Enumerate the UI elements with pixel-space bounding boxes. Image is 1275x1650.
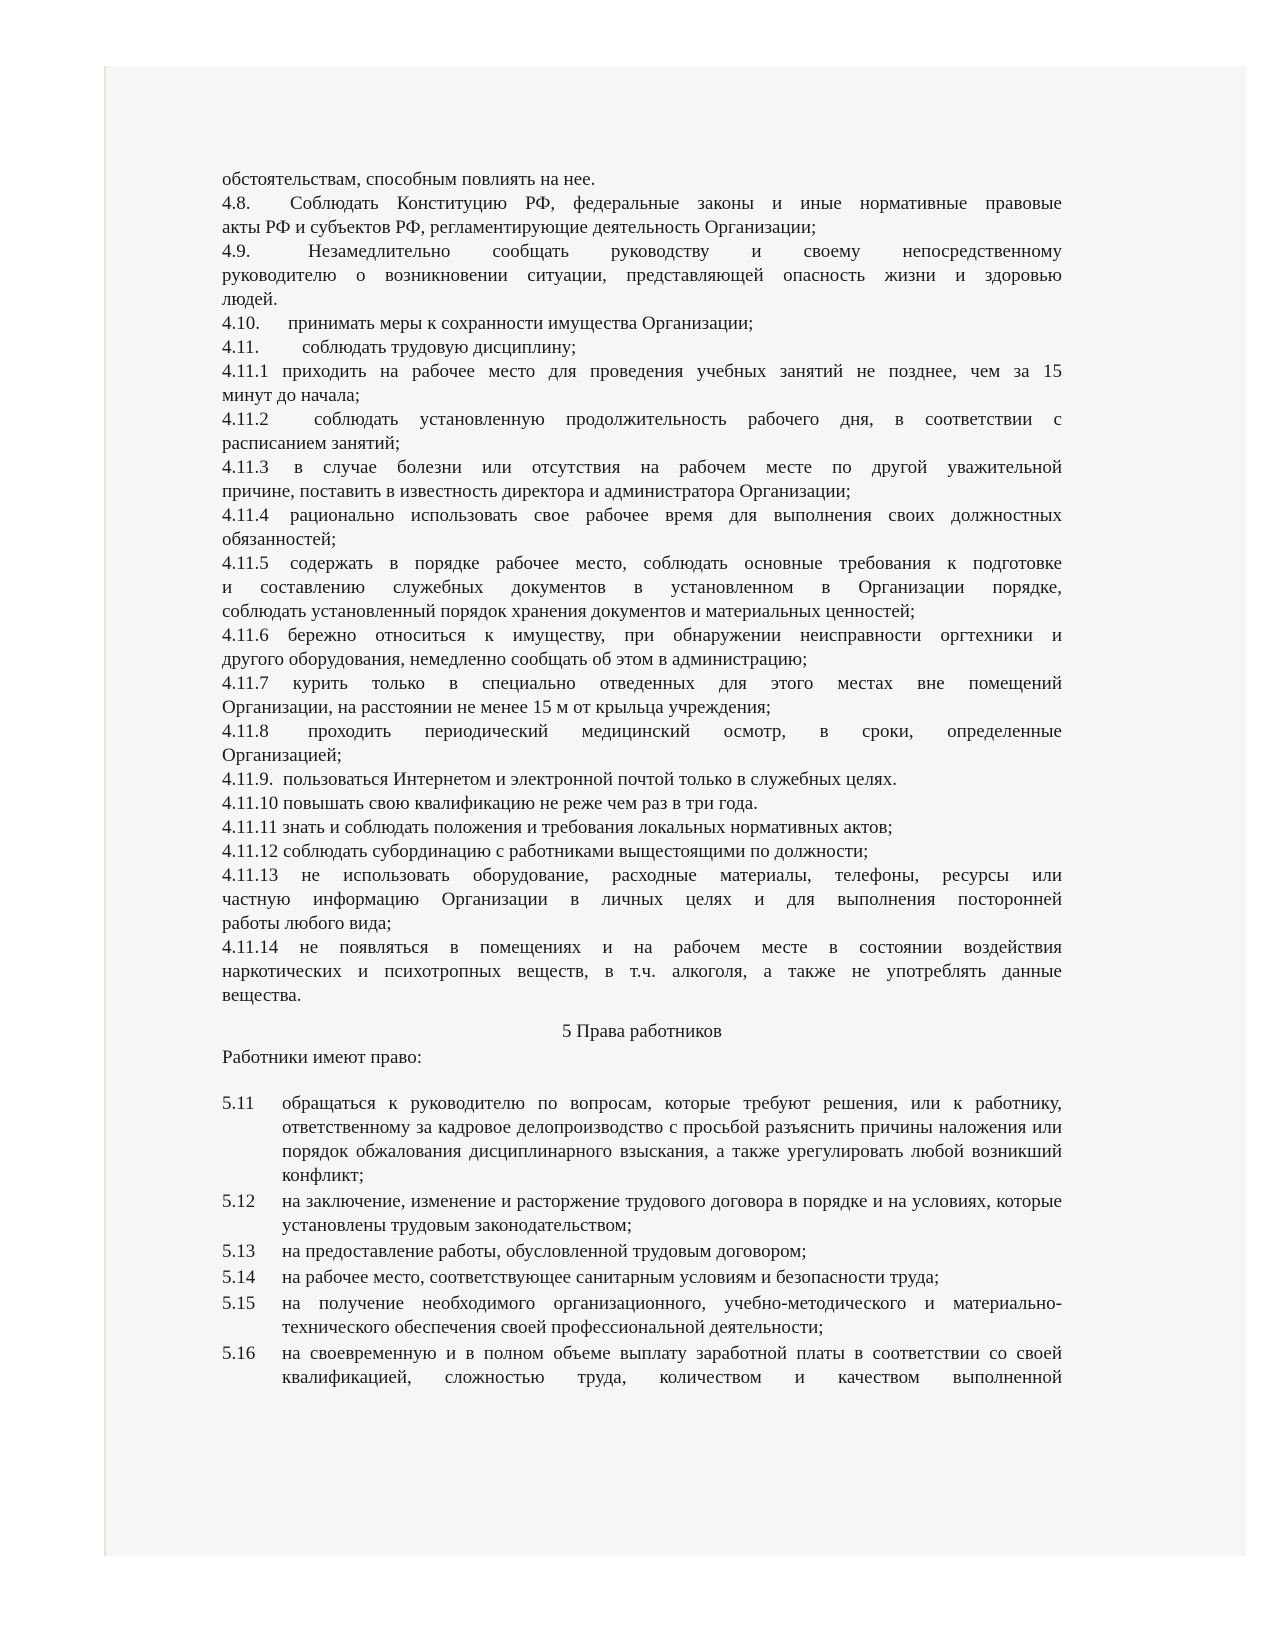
- right-item-number: 5.16: [222, 1343, 256, 1364]
- clause-4-11-8-line-2: Организацией;: [222, 745, 342, 766]
- clause-4-11-5-line-2: и составлению служебных документов в установленном в Организации порядке,: [222, 577, 1062, 598]
- clause-4-11-10-number: 4.11.10: [222, 793, 279, 814]
- clause-4-11-7-number: 4.11.7: [222, 673, 269, 694]
- clause-4-11-1-line-2: минут до начала;: [222, 385, 361, 406]
- right-item-number: 5.11: [222, 1093, 255, 1114]
- clause-4-8-line-1: 4.8. Соблюдать Конституцию РФ, федеральные законы и иные нормативные правовые: [222, 193, 1062, 214]
- clause-4-11-2-number: 4.11.2: [222, 409, 269, 430]
- clause-4-11: 4.11. соблюдать трудовую дисциплину;: [222, 337, 577, 358]
- right-item-text: на получение необходимого организационного, учебно-методического и материально-технического обеспечения своей профессиональной деятельности;: [282, 1293, 1062, 1338]
- clause-4-11-8-line-1: 4.11.8 проходить периодический медицинский осмотр, в сроки, определенные: [222, 721, 1062, 742]
- clause-4-11-number: 4.11.: [222, 337, 260, 358]
- clause-4-11-4-line-1: 4.11.4 рационально использовать свое рабочее время для выполнения своих должностных: [222, 505, 1062, 526]
- section-5-intro: Работники имеют право:: [222, 1047, 423, 1068]
- clause-4-11-3-line-2: причине, поставить в известность директора и администратора Организации;: [222, 481, 851, 502]
- right-item-text: на предоставление работы, обусловленной трудовым договором;: [282, 1241, 807, 1262]
- clause-4-11-6-number: 4.11.6: [222, 625, 269, 646]
- clause-4-11-14-line-1: 4.11.14 не появляться в помещениях и на рабочем месте в состоянии воздействия: [222, 937, 1062, 958]
- clause-4-11-14-number: 4.11.14: [222, 937, 279, 958]
- right-item-number: 5.13: [222, 1241, 256, 1262]
- clause-4-10: 4.10. принимать меры к сохранности имущества Организации;: [222, 313, 754, 334]
- clause-4-11-8-number: 4.11.8: [222, 721, 269, 742]
- clause-4-11-9: 4.11.9. пользоваться Интернетом и электронной почтой только в служебных целях.: [222, 769, 897, 790]
- clause-4-11-14-line-2: наркотических и психотропных веществ, в т.ч. алкоголя, а также не употреблять данные: [222, 961, 1062, 982]
- clause-4-11-4-line-2: обязанностей;: [222, 529, 337, 550]
- right-item-text: на своевременную и в полном объеме выплату заработной платы в соответствии со своей квалификацией, сложностью труда, количеством и качеством выполненной: [282, 1343, 1062, 1388]
- clause-4-11-4-number: 4.11.4: [222, 505, 269, 526]
- clause-4-11-11-number: 4.11.11: [222, 817, 278, 838]
- clause-4-8-number: 4.8.: [222, 193, 251, 214]
- right-item-number: 5.14: [222, 1267, 256, 1288]
- clause-4-9-number: 4.9.: [222, 241, 251, 262]
- clause-4-10-number: 4.10.: [222, 313, 260, 334]
- clause-4-11-13-line-2: частную информацию Организации в личных целях и для выполнения посторонней: [222, 889, 1062, 910]
- clause-4-11-5-line-3: соблюдать установленный порядок хранения документов и материальных ценностей;: [222, 601, 916, 622]
- clause-4-11-5-number: 4.11.5: [222, 553, 269, 574]
- clause-4-11-9-number: 4.11.9.: [222, 769, 274, 790]
- clause-4-11-3-line-1: 4.11.3 в случае болезни или отсутствия на рабочем месте по другой уважительной: [222, 457, 1062, 478]
- clause-4-11-6-line-2: другого оборудования, немедленно сообщать об этом в администрацию;: [222, 649, 808, 670]
- clause-4-11-14-line-3: вещества.: [222, 985, 302, 1006]
- right-item: [222, 1240, 1062, 1264]
- clause-4-11-5-line-1: 4.11.5 содержать в порядке рабочее место, соблюдать основные требования к подготовке: [222, 553, 1062, 574]
- clause-4-9-line-1: 4.9. Незамедлительно сообщать руководству и своему непосредственному: [222, 241, 1062, 262]
- carry-over-line: обстоятельствам, способным повлиять на нее.: [222, 169, 596, 190]
- clause-4-11-1-line-1: 4.11.1 приходить на рабочее место для проведения учебных занятий не позднее, чем за 15: [222, 361, 1063, 382]
- right-item-text: обращаться к руководителю по вопросам, которые требуют решения, или к работнику, ответственному за кадровое делопроизводство с просьбой разъяснить причины наложения или порядок обжалования дисциплинарного взыскания, а также урегулировать любой возникший конфликт;: [282, 1093, 1062, 1186]
- right-item-text: на заключение, изменение и расторжение трудового договора в порядке и на условиях, которые установлены трудовым законодательством;: [282, 1191, 1062, 1236]
- clause-4-11-12-number: 4.11.12: [222, 841, 279, 862]
- clause-4-9-line-2: руководителю о возникновении ситуации, представляющей опасность жизни и здоровью: [222, 265, 1062, 286]
- clause-4-8-line-2: акты РФ и субъектов РФ, регламентирующие деятельность Организации;: [222, 217, 817, 238]
- right-item: [222, 1190, 1062, 1238]
- right-item: [222, 1292, 1062, 1340]
- clause-4-11-11: 4.11.11 знать и соблюдать положения и требования локальных нормативных актов;: [222, 817, 893, 838]
- right-item: [222, 1092, 1062, 1188]
- right-item-number: 5.12: [222, 1191, 256, 1212]
- clause-4-11-10: 4.11.10 повышать свою квалификацию не реже чем раз в три года.: [222, 793, 758, 814]
- right-item: [222, 1266, 1062, 1290]
- clause-4-11-2-line-2: расписанием занятий;: [222, 433, 401, 454]
- section-5-heading: 5 Права работников: [561, 1021, 723, 1042]
- clause-4-11-3-number: 4.11.3: [222, 457, 269, 478]
- clause-4-11-6-line-1: 4.11.6 бережно относиться к имуществу, при обнаружении неисправности оргтехники и: [222, 625, 1062, 646]
- clause-4-11-13-line-3: работы любого вида;: [222, 913, 392, 934]
- clause-4-11-2-line-1: 4.11.2 соблюдать установленную продолжительность рабочего дня, в соответствии с: [222, 409, 1062, 430]
- right-item-number: 5.15: [222, 1293, 256, 1314]
- clause-4-11-13-number: 4.11.13: [222, 865, 279, 886]
- right-item-text: на рабочее место, соответствующее санитарным условиям и безопасности труда;: [282, 1267, 940, 1288]
- clause-4-9-line-3: людей.: [222, 289, 278, 310]
- clause-4-11-1-number: 4.11.1: [222, 361, 269, 382]
- right-item: [222, 1342, 1062, 1390]
- clause-4-11-13-line-1: 4.11.13 не использовать оборудование, расходные материалы, телефоны, ресурсы или: [222, 865, 1062, 886]
- document-body: [222, 168, 1062, 1392]
- clause-4-11-12: 4.11.12 соблюдать субординацию с работниками выщестоящими по должности;: [222, 841, 869, 862]
- clause-4-11-7-line-1: 4.11.7 курить только в специально отведенных для этого местах вне помещений: [222, 673, 1062, 694]
- clause-4-11-7-line-2: Организации, на расстоянии не менее 15 м от крыльца учреждения;: [222, 697, 772, 718]
